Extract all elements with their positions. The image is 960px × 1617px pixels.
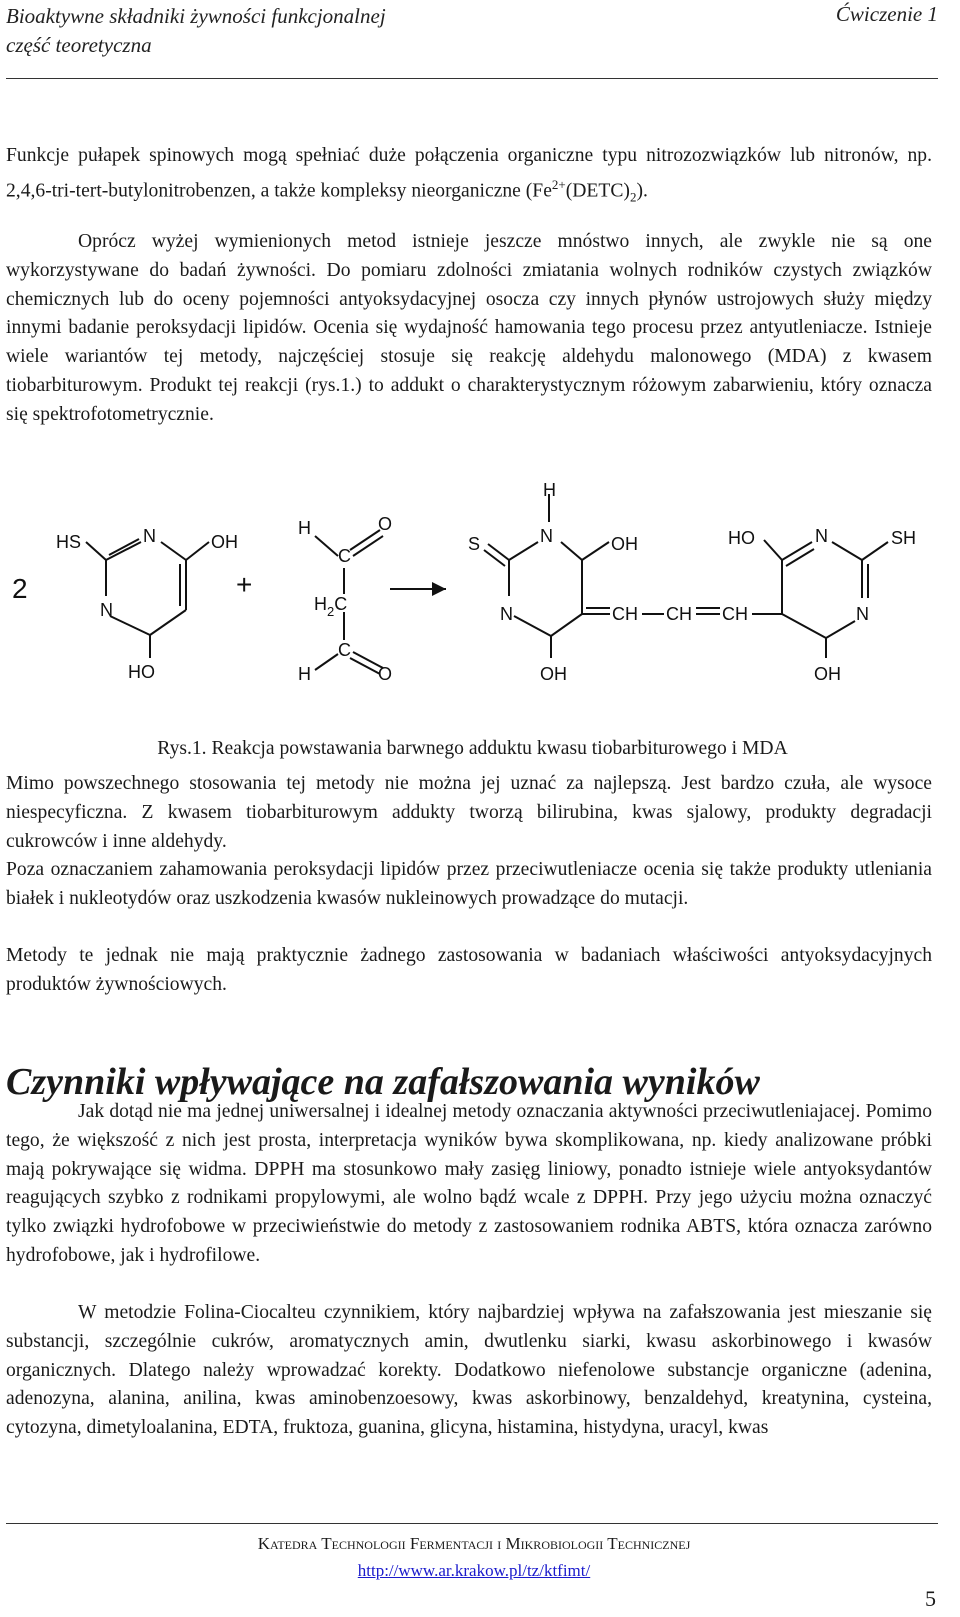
atom-label: $H_2C$: [314, 594, 348, 619]
atom-label: C: [338, 640, 351, 660]
atom-label: CH: [722, 604, 748, 624]
text-run: (DETC): [565, 180, 630, 202]
footer-divider: [6, 1523, 938, 1524]
part-label: część teoretyczna: [6, 33, 152, 57]
paragraph-spin-traps: [6, 142, 932, 212]
atom-label: H: [298, 518, 311, 538]
atom-label: OH: [211, 532, 238, 552]
header-divider: [6, 78, 938, 79]
atom-label: OH: [540, 664, 567, 684]
section-title: Czynniki wpływające na zafałszowania wyników: [6, 1061, 760, 1103]
atom-label: OH: [814, 664, 841, 684]
atom-label: N: [540, 526, 553, 546]
superscript: 2+: [551, 176, 566, 192]
footer-url-link[interactable]: http://www.ar.krakow.pl/tz/ktfimt/: [357, 1561, 591, 1580]
paragraph-tba-specificity: Mimo powszechnego stosowania tej metody nie można jej uznać za najlepszą. Jest bardzo czuła, ale wysoce niespecyficzna. Z kwasem tiobarbiturowym addukty tworzą bilirubina, kwas sjalowy, produkty degradacji cukrowców i inne aldehydy.: [6, 773, 932, 852]
course-title: Bioaktywne składniki żywności funkcjonalnej: [6, 4, 386, 28]
exercise-label: Ćwiczenie 1: [835, 2, 938, 26]
stoich-coefficient: 2: [12, 573, 28, 604]
atom-label: OH: [611, 534, 638, 554]
paragraph-dpph-abts: Jak dotąd nie ma jednej uniwersalnej i idealnej metody oznaczania aktywności przeciwutleniajacej. Pomimo tego, że większość z nich jest prosta, interpretacja wyników bywa skomplikowana, np. kiedy analizowane próbki mają pokrywające się widma. DPPH ma stosunkowo mały zasięg liniowy, ponadto istnieje wiele antyoksydantów reagujących szybko z rodnikami propylowymi, ale wolno bądź wcale z DPPH. Przy jego użyciu można oznaczyć tylko związki hydrofobowe w przeciwieństwie do metody z zastosowaniem rodnika ABTS, która oznacza zarówno hydrofobowe, jak i hydrofilowe.: [6, 1101, 932, 1266]
text-run: ).: [636, 180, 648, 202]
atom-label: N: [500, 604, 513, 624]
atom-label: HO: [728, 528, 755, 548]
header-left: [6, 2, 386, 60]
arrowhead-icon: [432, 582, 446, 596]
text-run: Funkcje pułapek spinowych mogą spełniać duże połączenia organiczne typu nitrozozwiązków lub nitronów, np. 2,4,6-tri-tert-butylonitrobenzen, a także kompleksy nieorganiczne (Fe: [6, 145, 932, 202]
page-number: 5: [925, 1586, 936, 1611]
atom-label: H: [543, 480, 556, 500]
atom-label: HS: [56, 532, 82, 552]
atom-label: S: [468, 534, 481, 554]
atom-label: SH: [891, 528, 917, 548]
footer-institution: Katedra Technologii Fermentacji i Mikrobiologii Technicznej: [257, 1534, 691, 1553]
paragraph-protein-oxidation: Poza oznaczaniem zahamowania peroksydacji lipidów przez przeciwutleniacze ocenia się także produkty utleniania białek i nukleotydów oraz uszkodzenia kwasów nukleinowych prowadzące do mutacji.: [6, 859, 932, 909]
atom-label: H: [298, 664, 311, 684]
plus-sign: +: [236, 569, 253, 600]
atom-label: O: [378, 664, 393, 684]
atom-label: CH: [666, 604, 692, 624]
reaction-scheme: [0, 478, 945, 708]
atom-label: CH: [612, 604, 638, 624]
atom-label: N: [100, 600, 113, 620]
paragraph-folin-ciocalteu: W metodzie Folina-Ciocalteu czynnikiem, który najbardziej wpływa na zafałszowania jest mieszanie się substancji, szczególnie cukrów, aromatycznych amin, dwutlenku siarki, kwasu askorbinowego i kwasów organicznych. Dlatego należy wprowadzać korekty. Dodatkowo niefenolowe substancje organiczne (adenina, adenozyna, alanina, anilina, kwas aminobenzoesowy, kwas askorbinowy, benzaldehyd, kreatynina, cysteina, cytozyna, dimetyloalanina, EDTA, fruktoza, guanina, glicyna, histamina, histydyna, uracyl, kwas: [6, 1302, 932, 1439]
atom-label: N: [856, 604, 869, 624]
atom-label: C: [338, 546, 351, 566]
figure-caption: Rys.1. Reakcja powstawania barwnego adduktu kwasu tiobarbiturowego i MDA: [157, 738, 788, 759]
atom-label: N: [815, 526, 828, 546]
subscript: 2: [629, 189, 637, 205]
atom-label: O: [378, 514, 393, 534]
atom-label: N: [143, 526, 156, 546]
atom-label: HO: [128, 662, 155, 682]
paragraph-no-application: Metody te jednak nie mają praktycznie żadnego zastosowania w badaniach właściwości antyoksydacyjnych produktów żywnościowych.: [6, 945, 932, 995]
paragraph-lipid-peroxidation: Oprócz wyżej wymienionych metod istnieje jeszcze mnóstwo innych, ale zwykle nie są one wykorzystywane do badań żywności. Do pomiaru zdolności zmiatania wolnych rodników czystych związków chemicznych lub do oceny pojemności antyoksydacyjnej osocza czy innych płynów ustrojowych służy między innymi badanie peroksydacji lipidów. Ocenia się wydajność hamowania tego procesu przez antyutleniacze. Istnieje wiele wariantów tej metody, najczęściej stosuje się reakcję aldehydu malonowego (MDA) z kwasem tiobarbiturowym. Produkt tej reakcji (rys.1.) to addukt o charakterystycznym różowym zabarwieniu, który oznacza się spektrofotometrycznie.: [6, 231, 932, 425]
